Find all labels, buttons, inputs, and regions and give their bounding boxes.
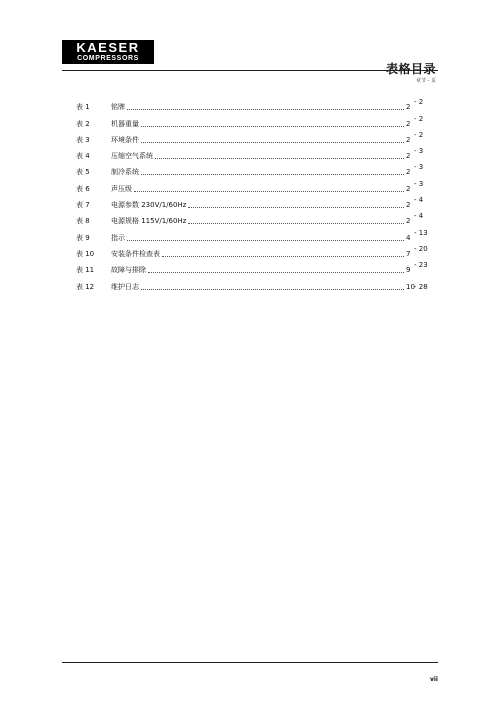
toc-row[interactable] xyxy=(76,258,436,274)
toc-page: - 23 xyxy=(414,261,428,270)
toc-label: 表 7 xyxy=(76,201,90,210)
toc-label: 表 3 xyxy=(76,135,90,144)
dot-leader xyxy=(127,109,404,110)
page-title: 表格目录 xyxy=(385,62,436,76)
toc-chapter: 4 xyxy=(406,233,411,242)
dot-leader xyxy=(141,126,404,127)
dot-leader xyxy=(188,223,404,224)
toc-title: 声压级 xyxy=(111,184,132,193)
dot-leader xyxy=(141,142,404,143)
toc-chapter: 2 xyxy=(406,119,411,128)
toc-page: - 3 xyxy=(414,179,424,188)
toc-row[interactable] xyxy=(76,95,436,111)
dot-leader xyxy=(134,191,404,192)
dot-leader xyxy=(162,256,404,257)
toc-page: - 2 xyxy=(414,114,424,123)
toc-label: 表 2 xyxy=(76,119,90,128)
dot-leader xyxy=(141,289,404,290)
footer-divider xyxy=(62,662,438,663)
toc-page: - 4 xyxy=(414,212,424,221)
toc-row[interactable] xyxy=(76,144,436,160)
dot-leader xyxy=(155,158,404,159)
toc-page: - 2 xyxy=(414,130,424,139)
kaeser-logo xyxy=(62,40,154,64)
toc-row[interactable] xyxy=(76,274,436,290)
column-caption: 章节 - 页 xyxy=(416,78,436,84)
toc-chapter: 2 xyxy=(406,135,411,144)
toc-page: - 13 xyxy=(414,228,428,237)
toc-title: 制冷系统 xyxy=(111,168,139,177)
toc-row[interactable] xyxy=(76,176,436,192)
table-of-tables xyxy=(76,95,436,291)
toc-chapter: 2 xyxy=(406,201,411,210)
toc-label: 表 4 xyxy=(76,152,90,161)
toc-row[interactable] xyxy=(76,209,436,225)
toc-label: 表 5 xyxy=(76,168,90,177)
toc-label: 表 11 xyxy=(76,266,95,275)
logo-subtitle: COMPRESSORS xyxy=(77,55,139,62)
logo-brand: KAESER xyxy=(76,40,140,55)
toc-chapter: 2 xyxy=(406,217,411,226)
toc-title: 维护日志 xyxy=(111,282,139,291)
toc-title: 铭牌 xyxy=(111,103,125,112)
toc-label: 表 8 xyxy=(76,217,90,226)
toc-row[interactable] xyxy=(76,225,436,241)
toc-chapter: 9 xyxy=(406,266,411,275)
toc-page: - 3 xyxy=(414,163,424,172)
header-divider xyxy=(62,70,438,71)
toc-title: 机器重量 xyxy=(111,119,139,128)
toc-chapter: 2 xyxy=(406,152,411,161)
toc-page: - 28 xyxy=(414,282,428,291)
toc-label: 表 12 xyxy=(76,282,95,291)
toc-row[interactable] xyxy=(76,128,436,144)
toc-page: - 3 xyxy=(414,147,424,156)
toc-title: 压缩空气系统 xyxy=(111,152,153,161)
toc-row[interactable] xyxy=(76,111,436,127)
toc-chapter: 10 xyxy=(406,282,415,291)
toc-chapter: 7 xyxy=(406,249,411,258)
toc-title: 电源规格 115V/1/60Hz xyxy=(111,217,187,226)
toc-title: 故障与排除 xyxy=(111,266,146,275)
dot-leader xyxy=(188,207,404,208)
toc-page: - 2 xyxy=(414,98,424,107)
toc-label: 表 10 xyxy=(76,249,95,258)
toc-page: - 20 xyxy=(414,244,428,253)
toc-page: - 4 xyxy=(414,196,424,205)
toc-title: 指示 xyxy=(111,233,125,242)
toc-title: 电源参数 230V/1/60Hz xyxy=(111,201,187,210)
toc-label: 表 6 xyxy=(76,184,90,193)
toc-title: 环境条件 xyxy=(111,135,139,144)
toc-label: 表 1 xyxy=(76,103,90,112)
dot-leader xyxy=(127,240,404,241)
page-number: vii xyxy=(429,676,438,683)
toc-row[interactable] xyxy=(76,160,436,176)
toc-chapter: 2 xyxy=(406,168,411,177)
toc-chapter: 2 xyxy=(406,103,411,112)
toc-chapter: 2 xyxy=(406,184,411,193)
toc-title: 安装条件检查表 xyxy=(111,249,160,258)
dot-leader xyxy=(148,272,404,273)
dot-leader xyxy=(141,174,404,175)
toc-label: 表 9 xyxy=(76,233,90,242)
toc-row[interactable] xyxy=(76,193,436,209)
toc-row[interactable] xyxy=(76,242,436,258)
